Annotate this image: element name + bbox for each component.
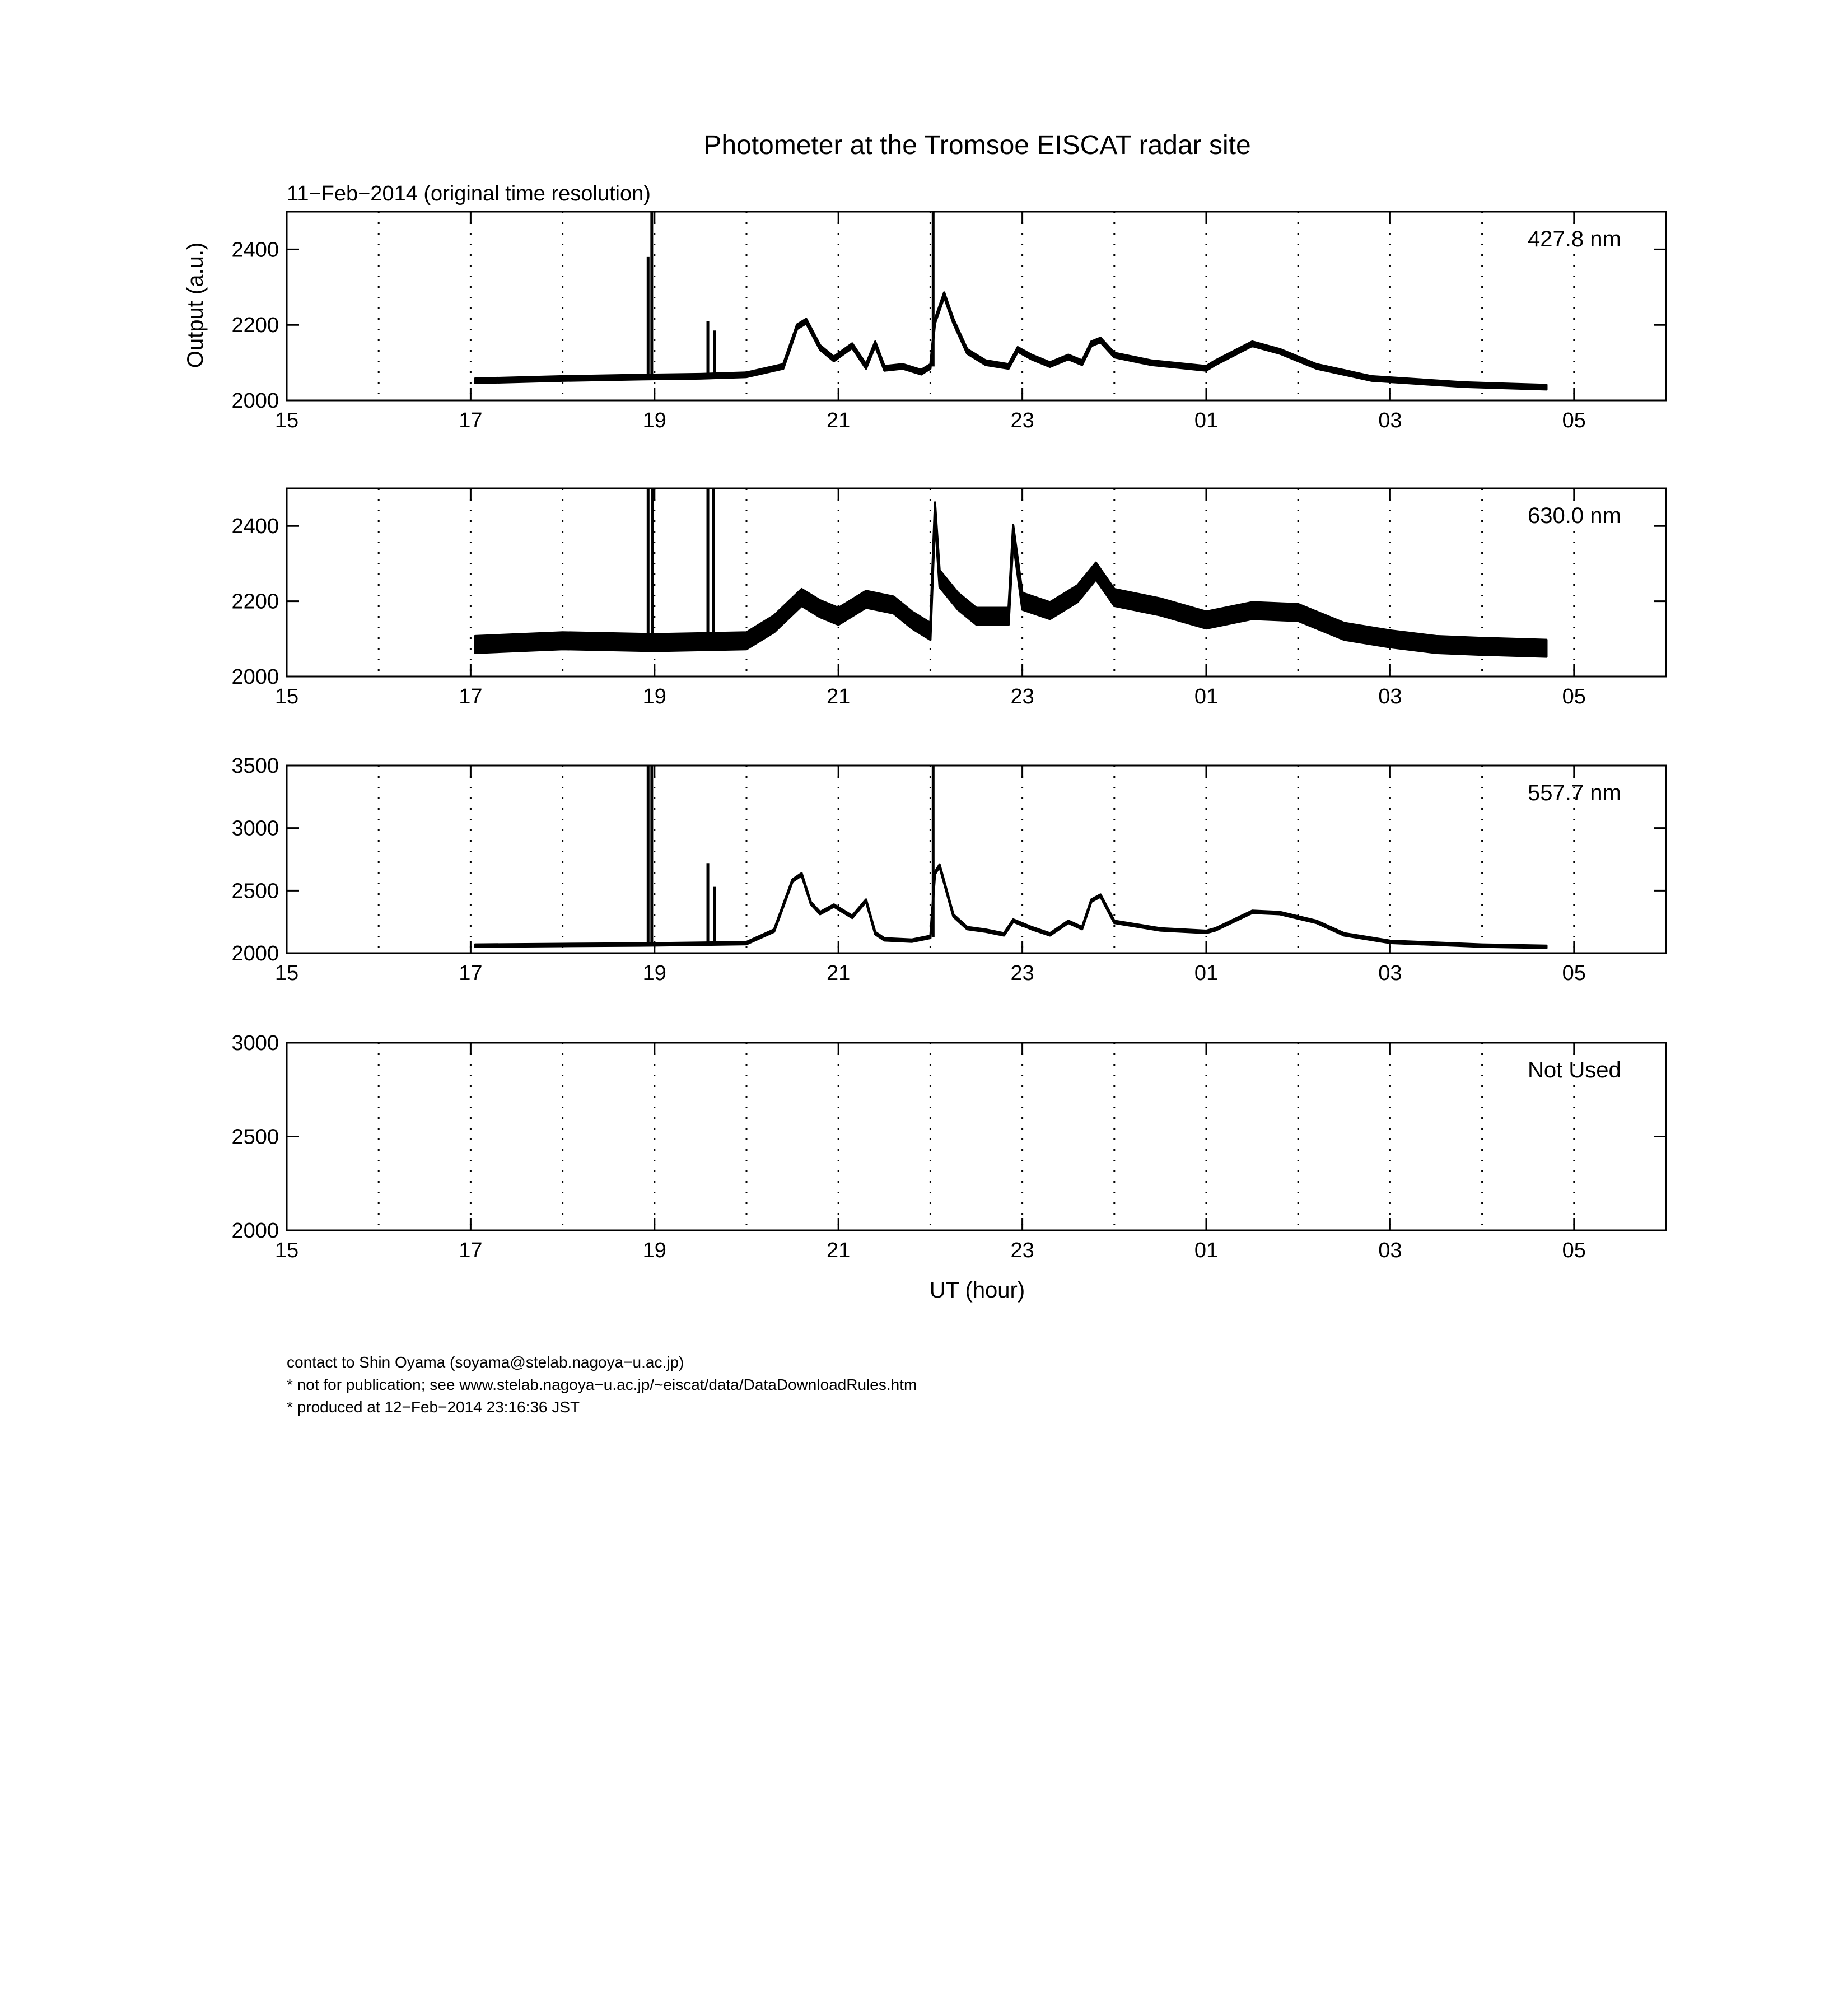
x-axis-label: UT (hour) xyxy=(929,1278,1025,1303)
chart-title: Photometer at the Tromsoe EISCAT radar site xyxy=(703,130,1251,160)
x-tick-label: 01 xyxy=(1194,685,1219,708)
y-tick-label: 2500 xyxy=(231,1125,279,1149)
x-tick-label: 15 xyxy=(274,685,299,708)
x-tick-label: 23 xyxy=(1010,685,1034,708)
x-tick-label: 19 xyxy=(642,685,666,708)
channel-label: 557.7 nm xyxy=(1528,781,1621,805)
x-tick-label: 21 xyxy=(827,962,851,985)
x-tick-label: 05 xyxy=(1562,685,1586,708)
channel-label: Not Used xyxy=(1528,1058,1621,1082)
axes-frame xyxy=(287,212,1666,400)
footer-contact: contact to Shin Oyama (soyama@stelab.nagoya−u.ac.jp) xyxy=(287,1354,684,1371)
y-tick-label: 3000 xyxy=(231,816,279,841)
y-tick-label: 3000 xyxy=(231,1032,279,1055)
channel-label: 630.0 nm xyxy=(1528,503,1621,528)
y-tick-label: 2400 xyxy=(231,238,279,262)
axes-frame xyxy=(287,1043,1666,1230)
y-tick-label: 2200 xyxy=(231,590,279,614)
x-tick-label: 01 xyxy=(1194,1239,1219,1262)
series-trace xyxy=(475,865,1547,948)
x-tick-label: 19 xyxy=(642,409,666,432)
x-tick-label: 01 xyxy=(1194,409,1219,432)
x-tick-label: 03 xyxy=(1378,409,1402,432)
footer-produced: * produced at 12−Feb−2014 23:16:36 JST xyxy=(287,1398,580,1416)
y-tick-label: 2500 xyxy=(231,879,279,903)
series-trace xyxy=(475,292,1547,389)
panel-2 xyxy=(231,488,1666,708)
y-axis-label: Output (a.u.) xyxy=(183,242,208,368)
axes-frame xyxy=(287,766,1666,953)
y-tick-label: 2000 xyxy=(231,942,279,965)
x-tick-label: 05 xyxy=(1562,409,1586,432)
y-tick-label: 2000 xyxy=(231,665,279,689)
y-tick-label: 2000 xyxy=(231,389,279,413)
x-tick-label: 17 xyxy=(459,685,483,708)
x-tick-label: 19 xyxy=(642,1239,666,1262)
x-tick-label: 21 xyxy=(827,1239,851,1262)
x-tick-label: 23 xyxy=(1010,1239,1034,1262)
panels xyxy=(231,212,1666,1262)
x-tick-label: 03 xyxy=(1378,962,1402,985)
panel-4 xyxy=(231,1032,1666,1262)
x-tick-label: 05 xyxy=(1562,962,1586,985)
x-tick-label: 21 xyxy=(827,409,851,432)
x-tick-label: 15 xyxy=(274,962,299,985)
y-tick-label: 2000 xyxy=(231,1219,279,1243)
y-tick-label: 2200 xyxy=(231,314,279,338)
x-tick-label: 23 xyxy=(1010,409,1034,432)
x-tick-label: 23 xyxy=(1010,962,1034,985)
panel-3 xyxy=(231,754,1666,985)
y-tick-label: 3500 xyxy=(231,754,279,778)
footer-rules: * not for publication; see www.stelab.nagoya−u.ac.jp/~eiscat/data/DataDownloadRules.htm xyxy=(287,1376,917,1393)
x-tick-label: 19 xyxy=(642,962,666,985)
x-tick-label: 17 xyxy=(459,409,483,432)
series-trace xyxy=(475,502,1547,656)
x-tick-label: 01 xyxy=(1194,962,1219,985)
x-tick-label: 05 xyxy=(1562,1239,1586,1262)
x-tick-label: 15 xyxy=(274,409,299,432)
x-tick-label: 17 xyxy=(459,962,483,985)
channel-label: 427.8 nm xyxy=(1528,227,1621,251)
x-tick-label: 15 xyxy=(274,1239,299,1262)
panel-1 xyxy=(231,212,1666,432)
chart-subtitle: 11−Feb−2014 (original time resolution) xyxy=(287,182,651,206)
x-tick-label: 21 xyxy=(827,685,851,708)
y-tick-label: 2400 xyxy=(231,515,279,539)
x-tick-label: 17 xyxy=(459,1239,483,1262)
x-tick-label: 03 xyxy=(1378,1239,1402,1262)
x-tick-label: 03 xyxy=(1378,685,1402,708)
